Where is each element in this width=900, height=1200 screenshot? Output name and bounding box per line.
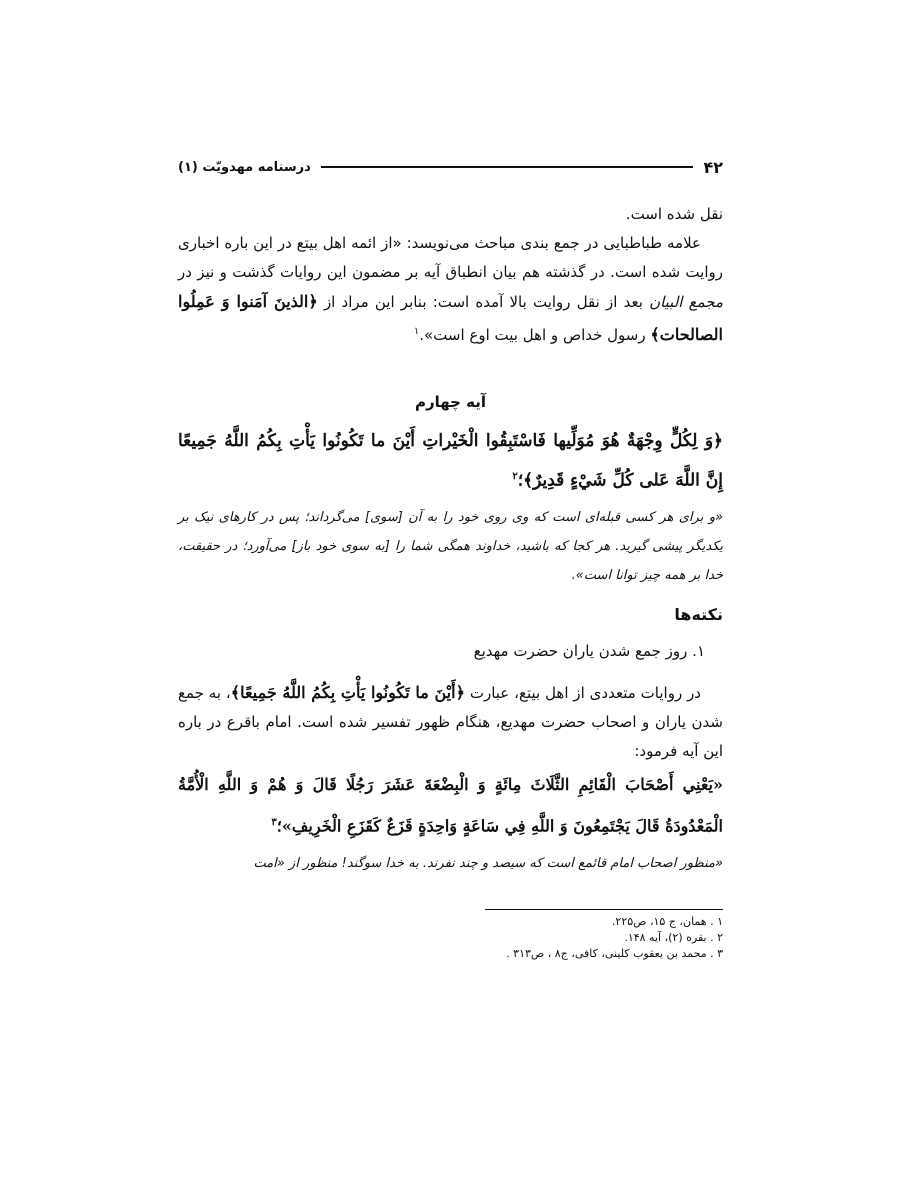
page-header bbox=[178, 153, 723, 181]
quran-quote: ﴿أَيْنَ ما تَكُونُوا يَأْتِ بِكُمُ اللَّهُ جَمِيعًا﴾ bbox=[230, 682, 465, 702]
footnote-marker: ۳ bbox=[271, 816, 277, 828]
book-title: درسنامه مهدویّت (۱) bbox=[178, 159, 311, 175]
paragraph-text: علامه طباطبایی در جمع بندی مباحث می‌نویسد: «از ائمه اهل بیتع در این باره اخباری روایت شده است. در گذشته هم بیان انطباق آیه بر مضمون این روایات گذشت و نیز در bbox=[178, 234, 723, 281]
paragraph-text: بعد از نقل روایت بالا آمده است: بنابر این مراد از bbox=[323, 293, 643, 311]
subsection-heading: ۱. روز جمع شدن یاران حضرت مهدیع bbox=[473, 641, 705, 660]
paragraph-line: نقل شده است. bbox=[625, 205, 723, 223]
footnote-3: ۳ . محمد بن یعقوب کلینی، کافی، ج۸ ، ص۳۱۳ . bbox=[506, 947, 723, 960]
quran-quote: ﴿الذینَ آمَنوا وَ عَمِلُوا الصالحات﴾ bbox=[178, 292, 723, 344]
paragraph-tabatabai bbox=[178, 229, 723, 350]
hadith-translation: «منظور اصحاب امام قائمع است که سیصد و چند نفرند. به خدا سوگند! منظور از «امت bbox=[253, 855, 723, 871]
verse-translation: «و برای هر کسی قبله‌ای است که وی روی خود را به آن [سوی] می‌گرداند؛ پس در کارهای نیک بر یکدیگر پیشی گیرید. هر کجا که باشید، خداوند همگی شما را [به سوی خود باز] می‌آورد؛ در حقیقت، خدا بر همه چیز توانا است». bbox=[178, 509, 723, 583]
header-rule bbox=[321, 166, 694, 168]
footnote-1: ۱ . همان، ج ۱۵، ص۲۲۵. bbox=[611, 915, 723, 928]
verse-text: ﴿وَ لِكُلٍّ وِجْهَةٌ هُوَ مُوَلِّيها فَاسْتَبِقُوا الْخَيْراتِ أَيْنَ ما تَكُونُوا يَأْتِ بِكُمُ اللَّهُ جَمِيعًا إِنَّ اللَّهَ عَلى كُلِّ شَيْءٍ قَدِيرٌ﴾؛ bbox=[178, 431, 723, 491]
paragraph-text: رسول خداص و اهل بیت اوع است». bbox=[419, 326, 646, 344]
footnote-marker: ۱ bbox=[413, 326, 420, 337]
hadith-text bbox=[178, 766, 723, 845]
quran-verse bbox=[178, 423, 723, 499]
book-reference: مجمع البیان bbox=[649, 293, 723, 311]
paragraph-narrations bbox=[178, 678, 723, 766]
paragraph-text: ، به جمع شدن یاران و اصحاب حضرت مهدیع، هنگام ظهور تفسیر شده است. امام باقرع در باره این آیه فرمود: bbox=[178, 683, 723, 760]
footnote-rule bbox=[485, 909, 723, 910]
footnote-marker: ۲ bbox=[512, 471, 518, 482]
page-number: ۴۲ bbox=[703, 157, 723, 177]
verse-heading: آیه چهارم bbox=[414, 393, 487, 411]
hadith-body: «يَعْنِي أَصْحَابَ الْقَائِمِ الثَّلَاثَ مِائَةٍ وَ الْبِضْعَةَ عَشَرَ رَجُلًا قَالَ وَ هُمْ وَ اللَّهِ الْأُمَّةُ الْمَعْدُودَةُ قَالَ يَجْتَمِعُونَ وَ اللَّهِ فِي سَاعَةٍ وَاحِدَةٍ قَزَعٌ كَقَزَعِ الْخَرِيفِ»؛ bbox=[178, 774, 723, 835]
footnotes bbox=[323, 914, 723, 962]
section-title: نکته‌ها bbox=[674, 604, 723, 624]
page-content bbox=[178, 200, 723, 878]
footnote-2: ۲ . بقره (۲)، آیه ۱۴۸. bbox=[624, 931, 723, 944]
paragraph-text: در روایات متعددی از اهل بیتع، عبارت bbox=[469, 683, 701, 702]
